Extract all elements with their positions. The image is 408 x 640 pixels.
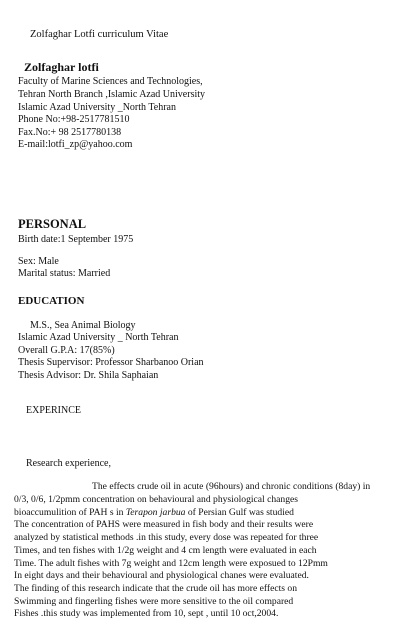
paragraph-line: The finding of this research indicate that the crude oil has more effects on [14,583,298,594]
experience-heading: EXPERINCE [26,405,81,416]
affiliation-line: Faculty of Marine Sciences and Technologies, [18,76,203,87]
phone-line: Phone No:+98-2517781510 [18,114,130,125]
paragraph-line: 0/3, 0/6, 1/2pmm concentration on behavioural and physiological changes [14,494,299,505]
paragraph-line: The concentration of PAHS were measured in fish body and their results were [14,519,314,530]
paragraph-text: bioaccumulition of PAH s in [14,507,126,518]
paragraph-line: Swimming and fingerling fishes were more sensitive to the oil compared [14,596,294,607]
paragraph-line: Time. The adult fishes with 7g weight and 12cm length were exposued to 12Pmm [14,558,328,569]
marital-status: Marital status: Married [18,268,111,279]
sex-field: Sex: Male [18,256,59,267]
birth-date: Birth date:1 September 1975 [18,234,134,245]
university-line: Islamic Azad University _ North Tehran [18,332,179,343]
affiliation-line: Tehran North Branch ,Islamic Azad University [18,89,206,100]
paragraph-line: analyzed by statistical methods .in this study, every dose was repeated for three [14,532,319,543]
applicant-name: Zolfaghar lotfi [24,60,99,74]
education-heading: EDUCATION [18,295,85,307]
species-name: Terapon jarbua [125,507,186,518]
fax-line: Fax.No:+ 98 2517780138 [18,127,122,138]
thesis-supervisor: Thesis Supervisor: Professor Sharbanoo Orian [18,357,204,368]
affiliation-line: Islamic Azad University _North Tehran [18,102,176,113]
research-label: Research experience, [26,458,111,469]
gpa-line: Overall G.P.A: 17(85%) [18,345,115,356]
personal-heading: PERSONAL [18,217,87,231]
paragraph-line: Times, and ten fishes with 1/2g weight and 4 cm length were evaluated in each [14,545,317,556]
paragraph-line: Fishes .this study was implemented from 10, sept , until 10 oct,2004. [14,608,279,619]
paragraph-line: The effects crude oil in acute (96hours) and chronic conditions (8day) in [92,481,371,492]
email-line: E-mail:lotfi_zp@yahoo.com [18,139,133,150]
thesis-advisor: Thesis Advisor: Dr. Shila Saphaian [18,370,159,381]
page-title: Zolfaghar Lotfi curriculum Vitae [30,29,169,40]
paragraph-line [14,507,294,519]
degree-line: M.S., Sea Animal Biology [30,320,136,331]
paragraph-line: In eight days and their behavioural and physiological chanes were evaluated. [14,570,309,581]
paragraph-text: of Persian Gulf was studied [185,507,294,518]
